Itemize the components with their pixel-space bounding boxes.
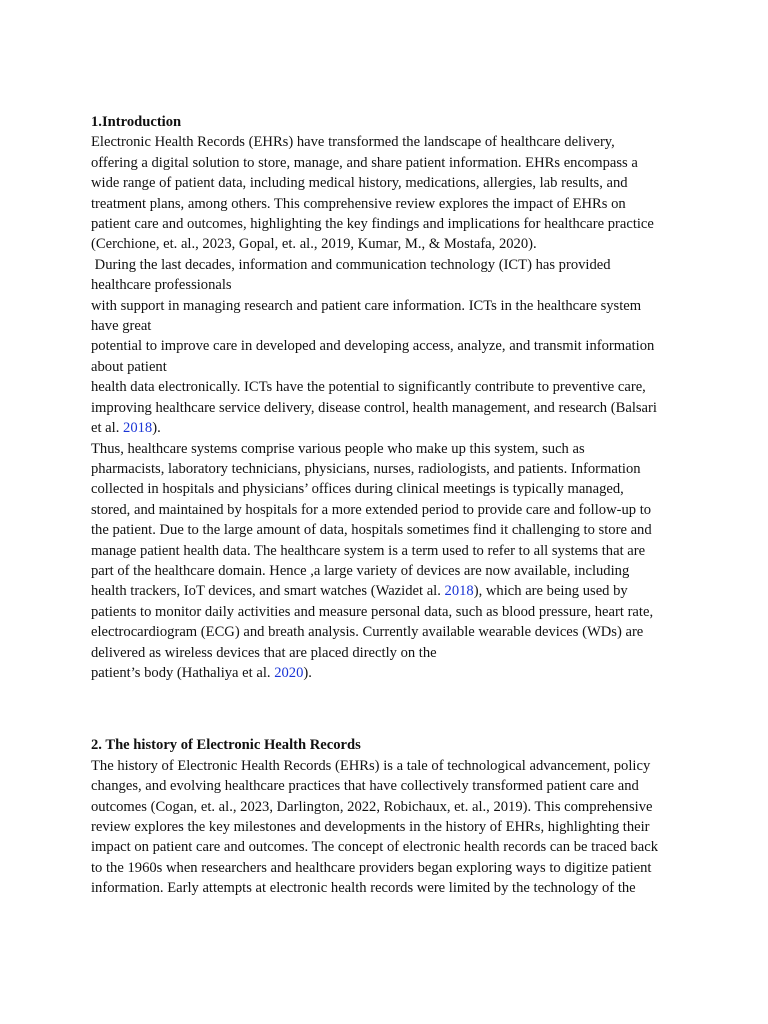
text-line: impact on patient care and outcomes. The concept of electronic health records can be traced back: [91, 839, 658, 856]
text-line: part of the healthcare domain. Hence ,a large variety of devices are now available, including: [91, 562, 630, 579]
text-line: [91, 418, 681, 438]
citation-year-link[interactable]: 2020: [274, 664, 304, 681]
text-line: collected in hospitals and physicians’ offices during clinical meetings is typically managed,: [91, 481, 624, 498]
section-2-body: [91, 756, 681, 899]
text-line: offering a digital solution to store, manage, and share patient information. EHRs encompass a: [91, 154, 638, 171]
section-1-heading: 1.Introduction: [91, 114, 182, 130]
citation-text: ).: [303, 664, 312, 681]
citation-year-link[interactable]: 2018: [123, 420, 153, 437]
text-line: wide range of patient data, including medical history, medications, allergies, lab results, and: [91, 175, 628, 192]
text-line: Thus, healthcare systems comprise various people who make up this system, such as: [91, 440, 585, 457]
text-line: have great: [91, 318, 152, 335]
text-line: potential to improve care in developed and developing access, analyze, and transmit information: [91, 338, 655, 355]
text-line: with support in managing research and patient care information. ICTs in the healthcare system: [91, 297, 642, 314]
text-line: During the last decades, information and communication technology (ICT) has provided: [91, 256, 611, 273]
text-line: the patient. Due to the large amount of data, hospitals sometimes find it challenging to store and: [91, 522, 652, 539]
section-1-body: [91, 132, 681, 683]
text-line: healthcare professionals: [91, 277, 232, 294]
text-line: patients to monitor daily activities and measure personal data, such as blood pressure, heart rate,: [91, 603, 654, 620]
text-line: patient care and outcomes, highlighting the key findings and implications for healthcare practice: [91, 216, 654, 233]
section-spacer: [91, 683, 681, 735]
text-line: electrocardiogram (ECG) and breath analysis. Currently available wearable devices (WDs) are: [91, 624, 644, 641]
citation-text: ).: [152, 420, 161, 437]
section-2-heading: 2. The history of Electronic Health Records: [91, 737, 361, 754]
text-line: improving healthcare service delivery, disease control, health management, and research (Balsari: [91, 399, 657, 416]
text-line: manage patient health data. The healthcare system is a term used to refer to all systems that are: [91, 542, 646, 559]
text-line: review explores the key milestones and developments in the history of EHRs, highlighting their: [91, 819, 650, 835]
citation-text: et al.: [91, 420, 124, 437]
citation-text: ), which are being used by: [473, 583, 628, 600]
text-line: [91, 581, 681, 601]
text-line: outcomes (Cogan, et. al., 2023, Darlington, 2022, Robichaux, et. al., 2019). This comprehensive: [91, 798, 653, 815]
citation-year-link[interactable]: 2018: [444, 583, 474, 600]
text-line: [91, 663, 681, 683]
text-line: stored, and maintained by hospitals for a more extended period to provide care and follow-up to: [91, 501, 652, 518]
text-line: information. Early attempts at electronic health records were limited by the technology of the: [91, 880, 636, 897]
text-line: changes, and evolving healthcare practices that have collectively transformed patient care and: [91, 778, 639, 795]
citation-text: patient’s body (Hathaliya et al.: [91, 664, 275, 681]
text-line: health data electronically. ICTs have the potential to significantly contribute to preventive care,: [91, 379, 646, 396]
text-line: treatment plans, among others. This comprehensive review explores the impact of EHRs on: [91, 195, 626, 212]
text-line: pharmacists, laboratory technicians, physicians, nurses, radiologists, and patients. Information: [91, 460, 641, 477]
citation-text: health trackers, IoT devices, and smart watches (Wazidet al.: [91, 583, 445, 600]
text-line: The history of Electronic Health Records (EHRs) is a tale of technological advancement, policy: [91, 757, 651, 774]
text-line: Electronic Health Records (EHRs) have transformed the landscape of healthcare delivery,: [91, 134, 615, 151]
text-line: delivered as wireless devices that are placed directly on the: [91, 644, 437, 661]
document-page: [91, 112, 681, 899]
text-line: about patient: [91, 358, 167, 375]
text-line: (Cerchione, et. al., 2023, Gopal, et. al., 2019, Kumar, M., & Mostafa, 2020).: [91, 236, 537, 253]
text-line: to the 1960s when researchers and healthcare providers began exploring ways to digitize patient: [91, 859, 652, 876]
